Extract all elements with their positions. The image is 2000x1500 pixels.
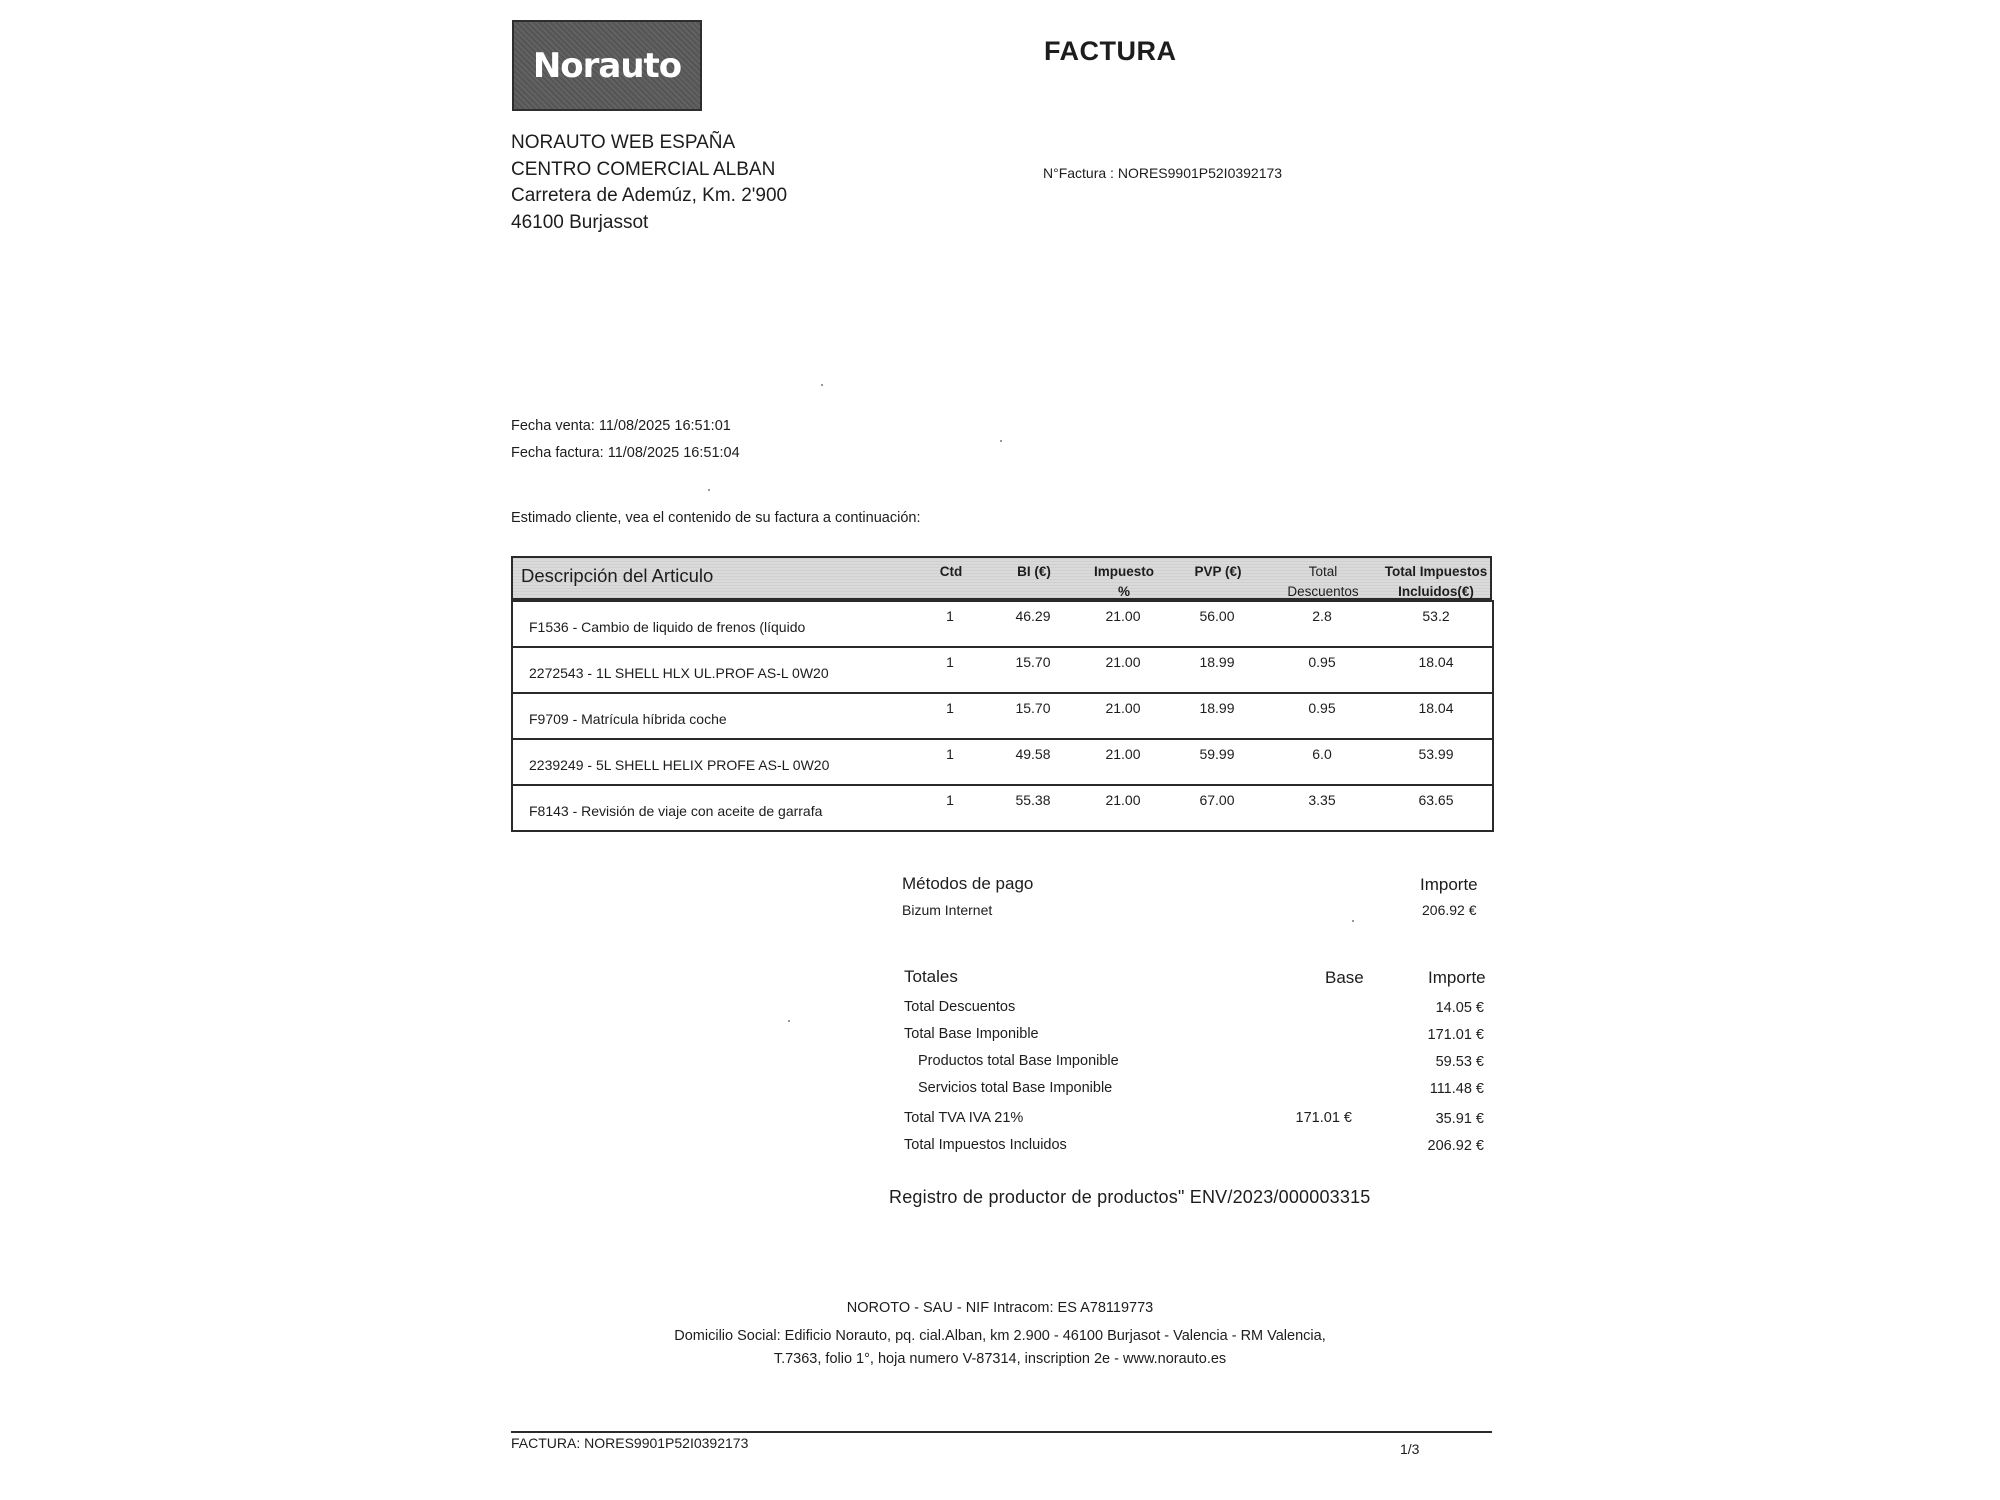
item-qty: 1 bbox=[910, 693, 990, 739]
total-base-amount: 171.01 € bbox=[1427, 1027, 1484, 1043]
item-bi: 15.70 bbox=[990, 693, 1076, 739]
payment-methods-title: Métodos de pago bbox=[902, 874, 1034, 893]
invoice-date: Fecha factura: 11/08/2025 16:51:04 bbox=[511, 445, 740, 461]
item-qty: 1 bbox=[910, 785, 990, 831]
scan-speck bbox=[708, 489, 710, 491]
legal-address-line2: T.7363, folio 1°, hoja numero V-87314, inscription 2e - www.norauto.es bbox=[773, 1351, 1227, 1367]
greeting-text: Estimado cliente, vea el contenido de su factura a continuación: bbox=[511, 510, 921, 526]
item-description: F9709 - Matrícula híbrida coche bbox=[512, 693, 910, 739]
legal-address-line1: Domicilio Social: Edificio Norauto, pq. cial.Alban, km 2.900 - 46100 Burjasot - Valencia - RM Valencia, bbox=[674, 1328, 1326, 1344]
item-discount: 2.8 bbox=[1264, 601, 1380, 647]
page-number: 1/3 bbox=[1400, 1441, 1420, 1457]
header-disc-line2: Descuentos bbox=[1287, 584, 1359, 599]
item-total: 18.04 bbox=[1380, 693, 1493, 739]
item-description: F8143 - Revisión de viaje con aceite de garrafa bbox=[512, 785, 910, 831]
item-pvp: 67.00 bbox=[1170, 785, 1264, 831]
item-total: 63.65 bbox=[1380, 785, 1493, 831]
header-disc-line1: Total bbox=[1308, 564, 1338, 579]
table-row bbox=[512, 601, 1493, 647]
item-qty: 1 bbox=[910, 739, 990, 785]
scan-speck bbox=[821, 384, 823, 386]
total-base-label: Total Base Imponible bbox=[904, 1026, 1039, 1042]
items-table-body bbox=[511, 600, 1494, 832]
header-tax-line2: % bbox=[1117, 584, 1130, 599]
dates-block bbox=[511, 413, 740, 467]
table-row bbox=[512, 785, 1493, 831]
totals-title: Totales bbox=[904, 967, 958, 986]
totals-base-header: Base bbox=[1325, 968, 1364, 987]
item-bi: 46.29 bbox=[990, 601, 1076, 647]
item-bi: 15.70 bbox=[990, 647, 1076, 693]
scan-speck bbox=[1352, 920, 1354, 922]
item-pvp: 18.99 bbox=[1170, 647, 1264, 693]
header-total bbox=[1378, 562, 1494, 602]
items-table-header bbox=[511, 556, 1492, 600]
item-total: 53.99 bbox=[1380, 739, 1493, 785]
producer-registry: Registro de productor de productos" ENV/2023/000003315 bbox=[889, 1187, 1371, 1207]
payment-amount: 206.92 € bbox=[1422, 902, 1477, 918]
item-tax: 21.00 bbox=[1076, 601, 1170, 647]
services-base-label: Servicios total Base Imponible bbox=[918, 1080, 1113, 1096]
item-total: 18.04 bbox=[1380, 647, 1493, 693]
item-tax: 21.00 bbox=[1076, 647, 1170, 693]
header-qty: Ctd bbox=[939, 564, 963, 579]
header-tax bbox=[1076, 562, 1172, 602]
norauto-logo bbox=[512, 20, 702, 111]
item-description: F1536 - Cambio de liquido de frenos (líquido bbox=[512, 601, 910, 647]
company-street: Carretera de Ademúz, Km. 2'900 bbox=[511, 185, 788, 206]
item-description: 2272543 - 1L SHELL HLX UL.PROF AS-L 0W20 bbox=[512, 647, 910, 693]
item-qty: 1 bbox=[910, 601, 990, 647]
item-description: 2239249 - 5L SHELL HELIX PROFE AS-L 0W20 bbox=[512, 739, 910, 785]
item-tax: 21.00 bbox=[1076, 785, 1170, 831]
item-tax: 21.00 bbox=[1076, 693, 1170, 739]
footer-invoice-ref: FACTURA: NORES9901P52I0392173 bbox=[511, 1435, 749, 1451]
document-title: FACTURA bbox=[1044, 36, 1177, 66]
items-table bbox=[511, 556, 1492, 832]
totals-amount-header: Importe bbox=[1428, 968, 1486, 987]
total-iva-base: 171.01 € bbox=[1295, 1110, 1352, 1126]
header-total-line2: Incluidos(€) bbox=[1398, 584, 1474, 599]
item-discount: 0.95 bbox=[1264, 693, 1380, 739]
company-nif: NOROTO - SAU - NIF Intracom: ES A78119773 bbox=[846, 1300, 1154, 1316]
footer-divider bbox=[511, 1431, 1492, 1433]
item-pvp: 18.99 bbox=[1170, 693, 1264, 739]
payment-method: Bizum Internet bbox=[902, 902, 993, 918]
header-tax-line1: Impuesto bbox=[1093, 564, 1154, 579]
scan-speck bbox=[1000, 440, 1002, 442]
services-base-amount: 111.48 € bbox=[1429, 1081, 1484, 1097]
total-iva-label: Total TVA IVA 21% bbox=[904, 1110, 1024, 1126]
table-row bbox=[512, 739, 1493, 785]
products-base-label: Productos total Base Imponible bbox=[918, 1053, 1119, 1069]
total-discounts-label: Total Descuentos bbox=[904, 999, 1016, 1015]
sale-date: Fecha venta: 11/08/2025 16:51:01 bbox=[511, 418, 731, 434]
header-discounts bbox=[1265, 562, 1381, 602]
company-city: 46100 Burjassot bbox=[511, 211, 649, 233]
item-discount: 6.0 bbox=[1264, 739, 1380, 785]
products-base-amount: 59.53 € bbox=[1435, 1054, 1484, 1070]
total-discounts-amount: 14.05 € bbox=[1435, 1000, 1484, 1016]
payment-amount-header: Importe bbox=[1420, 875, 1478, 894]
item-tax: 21.00 bbox=[1076, 739, 1170, 785]
item-total: 53.2 bbox=[1380, 601, 1493, 647]
company-address bbox=[511, 130, 787, 236]
invoice-number: N°Factura : NORES9901P52I0392173 bbox=[1043, 165, 1283, 181]
total-tax-included-label: Total Impuestos Incluidos bbox=[904, 1137, 1067, 1153]
header-total-line1: Total Impuestos bbox=[1384, 564, 1488, 579]
item-pvp: 56.00 bbox=[1170, 601, 1264, 647]
logo-text: Norauto bbox=[532, 45, 682, 86]
company-legal-address bbox=[0, 1325, 2000, 1371]
item-discount: 3.35 bbox=[1264, 785, 1380, 831]
header-bi: BI (€) bbox=[1017, 564, 1051, 579]
company-name: NORAUTO WEB ESPAÑA bbox=[511, 132, 736, 153]
table-row bbox=[512, 647, 1493, 693]
item-discount: 0.95 bbox=[1264, 647, 1380, 693]
company-center: CENTRO COMERCIAL ALBAN bbox=[511, 158, 776, 180]
item-pvp: 59.99 bbox=[1170, 739, 1264, 785]
header-description: Descripción del Articulo bbox=[521, 565, 714, 586]
company-legal-line bbox=[0, 1300, 2000, 1316]
scan-speck bbox=[788, 1020, 790, 1022]
item-qty: 1 bbox=[910, 647, 990, 693]
item-bi: 49.58 bbox=[990, 739, 1076, 785]
total-iva-amount: 35.91 € bbox=[1435, 1111, 1484, 1127]
table-row bbox=[512, 693, 1493, 739]
item-bi: 55.38 bbox=[990, 785, 1076, 831]
header-pvp: PVP (€) bbox=[1194, 564, 1242, 579]
total-tax-included-amount: 206.92 € bbox=[1427, 1138, 1484, 1154]
